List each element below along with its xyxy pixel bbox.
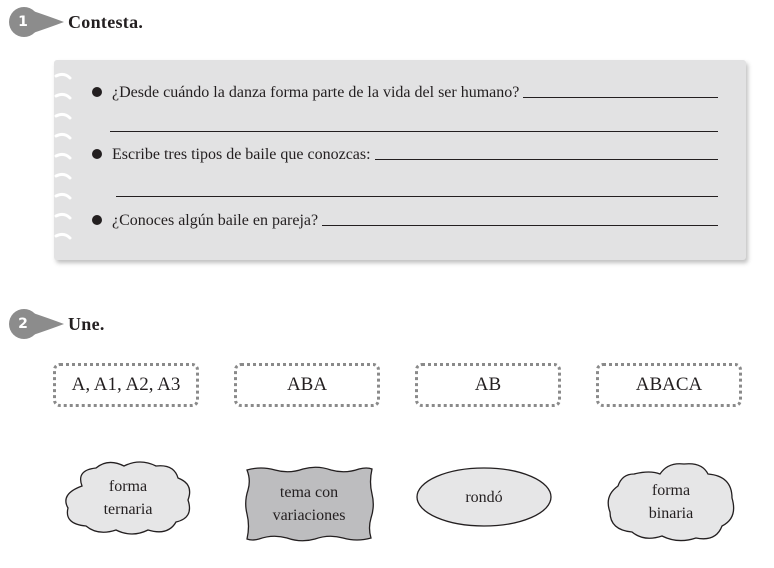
answer-line-2a[interactable]	[375, 158, 718, 160]
question-1-text: ¿Desde cuándo la danza forma parte de la vida del ser humano?	[112, 84, 520, 101]
form-box-label: ABACA	[635, 374, 703, 395]
form-box-label: A, A1, A2, A3	[71, 374, 181, 395]
question-3	[92, 212, 718, 230]
question-2-text: Escribe tres tipos de baile que conozcas:	[112, 146, 371, 163]
answer-line-1b[interactable]	[110, 131, 718, 132]
exercise-2-header	[8, 308, 105, 340]
ellipse-rondo[interactable]	[415, 466, 553, 528]
answer-line-3[interactable]	[322, 224, 718, 226]
exercise-1-badge	[8, 6, 66, 38]
exercise-1-number: 1	[18, 14, 28, 30]
blob-forma-binaria[interactable]	[604, 460, 738, 544]
answer-line-2b[interactable]	[116, 196, 718, 197]
cloud-shape-forma-ternaria[interactable]	[60, 460, 196, 536]
exercise-2-number: 2	[18, 316, 28, 332]
exercise-1-title: Contesta.	[68, 11, 144, 32]
form-box-ab[interactable]	[415, 363, 561, 407]
exercise-1-header	[8, 6, 143, 38]
bullet-icon	[92, 149, 102, 159]
form-box-abaca[interactable]	[596, 363, 742, 407]
question-3-text: ¿Conoces algún baile en pareja?	[112, 212, 319, 229]
exercise-2-title: Une.	[68, 313, 105, 334]
shape-label: forma ternaria	[103, 478, 153, 518]
exercise-2-badge	[8, 308, 66, 340]
form-box-label: ABA	[286, 374, 328, 395]
wavy-rect-tema-con-variaciones[interactable]	[243, 466, 375, 542]
bullet-icon	[92, 87, 102, 97]
shape-label: tema con variaciones	[272, 484, 346, 524]
notebook-holes-decoration	[50, 66, 74, 256]
shape-label: rondó	[465, 488, 503, 506]
form-box-a-a1-a2-a3[interactable]	[53, 363, 199, 407]
form-box-aba[interactable]	[234, 363, 380, 407]
answer-line-1a[interactable]	[523, 96, 718, 98]
form-box-label: AB	[474, 374, 502, 395]
question-1	[92, 84, 718, 102]
bullet-icon	[92, 215, 102, 225]
question-2	[92, 146, 718, 164]
shape-label: forma binaria	[648, 482, 694, 522]
